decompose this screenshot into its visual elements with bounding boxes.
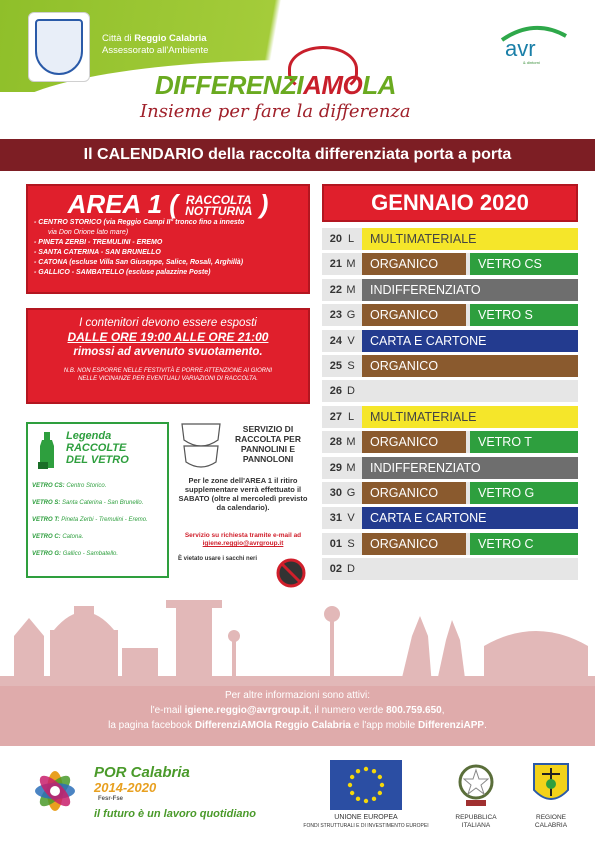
por-title: POR Calabria	[94, 764, 190, 781]
calendar-collection: ORGANICO	[362, 431, 466, 453]
notice-nb: N.B. NON ESPORRE NELLE FESTIVITÀ E PORRE ATTENZIONE AI GIORNI NELLE VICINANZE PER EVENTUALI VARIAZIONI DI RACCOLTA.	[63, 368, 273, 382]
eu-star	[348, 783, 352, 787]
calendar-collection: MULTIMATERIALE	[362, 228, 578, 250]
por-fesr: Fesr-Fse	[98, 796, 124, 802]
calendar-row	[322, 406, 578, 428]
calendar-weekday: M	[346, 461, 356, 474]
calendar-weekday: M	[346, 283, 356, 296]
tagline: Insieme per fare la differenza	[140, 101, 411, 122]
calendar-day: 21	[329, 258, 342, 271]
eu-star	[364, 799, 368, 803]
footer	[0, 746, 595, 842]
calendar-collection: INDIFFERENZIATO	[362, 279, 578, 301]
calendar-weekday: S	[347, 537, 355, 550]
calendar-row	[322, 558, 578, 580]
info-box	[0, 686, 595, 746]
calendar-glass-collection: VETRO CS	[470, 253, 578, 275]
legend-title: Legenda RACCOLTE DEL VETRO	[66, 430, 129, 466]
calendar-day: 29	[329, 461, 342, 474]
notice-hours: DALLE ORE 19:00 ALLE ORE 21:00	[67, 330, 269, 344]
calendar-day: 24	[329, 334, 342, 347]
calendar-day: 23	[329, 309, 342, 322]
city-name: Reggio Calabria	[134, 33, 207, 44]
calendar-day: 02	[329, 563, 342, 576]
eu-star	[372, 797, 376, 801]
eu-star	[364, 767, 368, 771]
calendar-glass-collection: VETRO G	[470, 482, 578, 504]
calendar-row	[322, 228, 578, 250]
info-line2: l'e-mail igiene.reggio@avrgroup.it, il numero verde 800.759.650,	[150, 705, 445, 716]
calendar-day: 01	[329, 537, 342, 550]
italy-emblem-icon	[456, 760, 496, 810]
legend-item: VETRO G: Gallico - Sambatello.	[32, 551, 119, 557]
eu-star	[380, 783, 384, 787]
calabria-emblem-icon	[530, 760, 572, 810]
por-motto: il futuro è un lavoro quotidiano	[94, 808, 256, 820]
calendar-row	[322, 533, 578, 555]
calendar-title: GENNAIO 2020	[322, 184, 578, 222]
area-list-item: - SANTA CATERINA - SAN BRUNELLO	[34, 249, 161, 256]
calendar-collection: MULTIMATERIALE	[362, 406, 578, 428]
calendar-day: 26	[329, 385, 342, 398]
calendar-day: 28	[329, 436, 342, 449]
calendar-row	[322, 304, 578, 326]
calendar-weekday: D	[347, 563, 355, 576]
calendar-day: 22	[329, 283, 342, 296]
service-request: Servizio su richiesta tramite e-mail ad igiene.reggio@avrgroup.it	[184, 532, 302, 547]
legend-item: VETRO CS: Centro Storico.	[32, 483, 107, 489]
calendar-weekday: G	[346, 309, 356, 322]
page-title: Il CALENDARIO della raccolta differenziata porta a porta	[0, 139, 595, 171]
diaper-service	[174, 414, 310, 578]
info-email-link[interactable]: igiene.reggio@avrgroup.it	[184, 705, 309, 716]
city-crest-icon	[28, 12, 90, 82]
calendar-collection: INDIFFERENZIATO	[362, 457, 578, 479]
city-header	[102, 33, 208, 57]
legend-item: VETRO C: Catona.	[32, 534, 84, 540]
calendar-collection: ORGANICO	[362, 482, 466, 504]
calendar-glass-collection: VETRO T	[470, 431, 578, 453]
service-note: È vietato usare i sacchi neri	[178, 556, 258, 562]
calendar-collection: ORGANICO	[362, 533, 466, 555]
por-flower-icon	[24, 760, 86, 822]
calendar-row	[322, 330, 578, 352]
eu-star	[350, 775, 354, 779]
calendar-collection: ORGANICO	[362, 355, 578, 377]
calendar-glass-collection: VETRO S	[470, 304, 578, 326]
calendar-weekday: M	[346, 258, 356, 271]
area-box	[26, 184, 310, 294]
eu-star	[372, 769, 376, 773]
legend-item: VETRO S: Santa Caterina - San Brunello.	[32, 500, 144, 506]
notice-line1: I contenitori devono essere esposti	[79, 317, 257, 329]
calendar-collection: CARTA E CARTONE	[362, 330, 578, 352]
info-line1: Per altre informazioni sono attivi:	[224, 690, 371, 701]
por-years: 2014-2020	[94, 780, 157, 795]
notice-box	[26, 308, 310, 404]
calendar-row	[322, 355, 578, 377]
service-text: Per le zone dell'AREA 1 il ritiro supplementare verrà effettuato il SABATO (oltre al mercoledì previsto da calendario).	[178, 476, 308, 512]
calendar-weekday: L	[347, 410, 355, 423]
calendar-weekday: L	[347, 233, 355, 245]
calendar-day: 27	[329, 410, 342, 423]
city-prefix: Città di	[102, 33, 135, 44]
area-list-item: - GALLICO - SAMBATELLO (escluse palazzine Poste)	[34, 269, 211, 276]
service-email-link[interactable]: igiene.reggio@avrgroup.it	[202, 540, 284, 547]
area-list-item: - CATONA (escluse Villa San Giuseppe, Salice, Rosalì, Arghillà)	[34, 259, 244, 266]
collection-calendar	[322, 184, 578, 583]
department-name: Assessorato all'Ambiente	[102, 45, 209, 56]
calendar-day: 25	[329, 359, 342, 372]
area-list-item: - CENTRO STORICO (via Reggio Campi II° tronco fino a innesto via Don Orione lato mare)	[34, 219, 245, 236]
calendar-weekday: G	[346, 486, 356, 499]
legend-items	[32, 482, 164, 567]
info-facebook-link[interactable]: DifferenziAMOla Reggio Calabria	[194, 720, 351, 731]
service-title: SERVIZIO DI RACCOLTA PER PANNOLINI E PANNOLONI	[235, 424, 301, 464]
eu-label: UNIONE EUROPEA FONDI STRUTTURALI E DI INVESTIMENTO EUROPEI	[303, 814, 429, 829]
calendar-row	[322, 457, 578, 479]
area-list	[34, 218, 302, 278]
info-phone[interactable]: 800.759.650	[386, 705, 442, 716]
calendar-row	[322, 380, 578, 402]
notice-line3: rimossi ad avvenuto svuotamento.	[73, 346, 263, 358]
avr-logo-text: avr	[505, 36, 536, 61]
no-black-bag-icon	[276, 558, 306, 588]
calabria-label: REGIONE CALABRIA	[534, 814, 568, 829]
calendar-day: 20	[329, 233, 342, 245]
avr-logo-sub: & dintorni	[523, 60, 540, 65]
eu-flag-icon	[330, 760, 402, 810]
italy-label: REPUBBLICA ITALIANA	[455, 814, 497, 829]
calendar-rows	[322, 228, 578, 580]
area-list-item: - PINETA ZERBI - TREMULINI - EREMO	[34, 239, 163, 246]
eu-star	[356, 769, 360, 773]
calendar-glass-collection: VETRO C	[470, 533, 578, 555]
area-title: AREA 1 ( RACCOLTA NOTTURNA )	[67, 189, 269, 219]
calendar-collection: ORGANICO	[362, 253, 466, 275]
info-line3: la pagina facebook DifferenziAMOla Reggio Calabria e l'app mobile DifferenziAPP.	[108, 720, 487, 731]
eu-star	[350, 791, 354, 795]
glass-legend	[26, 422, 169, 578]
calendar-collection: ORGANICO	[362, 304, 466, 326]
calendar-row	[322, 253, 578, 275]
calendar-row	[322, 482, 578, 504]
eu-star	[356, 797, 360, 801]
calendar-weekday: M	[346, 436, 356, 449]
calendar-row	[322, 507, 578, 529]
calendar-weekday: D	[347, 385, 355, 398]
legend-item: VETRO T: Pineta Zerbi - Tremulini - Eremo.	[32, 517, 148, 523]
brand-logo: DIFFERENZIAMOLA	[155, 70, 396, 100]
calendar-day: 30	[329, 486, 342, 499]
calendar-row	[322, 279, 578, 301]
calendar-collection: CARTA E CARTONE	[362, 507, 578, 529]
calendar-weekday: V	[347, 512, 355, 525]
calendar-weekday: V	[347, 334, 355, 347]
info-app-link[interactable]: DifferenziAPP	[417, 720, 485, 731]
calendar-weekday: S	[347, 359, 355, 372]
bottle-icon	[36, 432, 58, 470]
diaper-icon	[178, 418, 224, 470]
calendar-row	[322, 431, 578, 453]
eu-star	[378, 791, 382, 795]
calendar-day: 31	[329, 512, 342, 525]
eu-star	[378, 775, 382, 779]
